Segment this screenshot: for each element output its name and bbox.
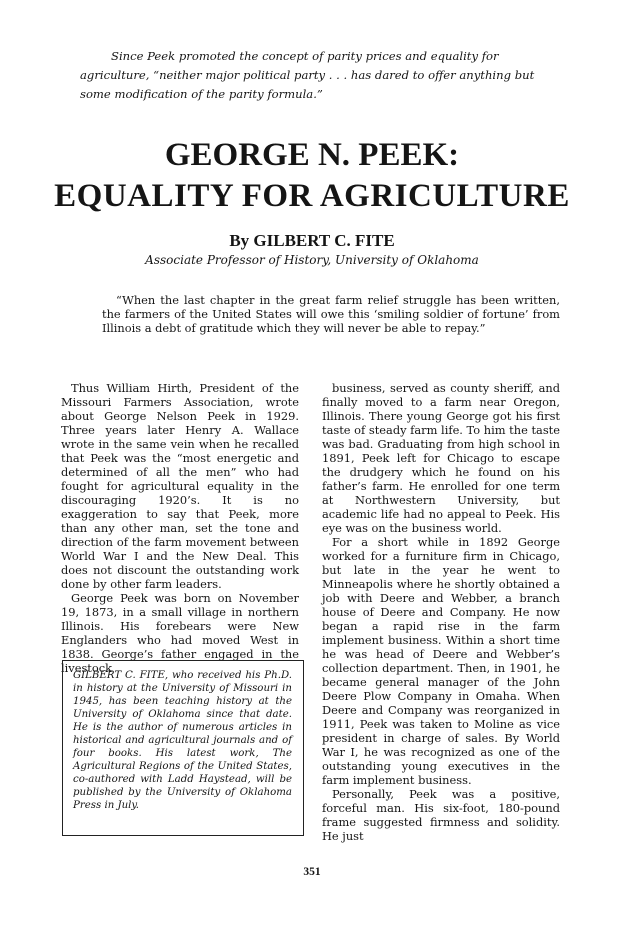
paragraph: For a short while in 1892 George worked for a furniture firm in Chicago, but late in the year he went to Minneapolis where he shortly obtained a job with Deere and Webber, a branch house of Deere and Company. He now began a rapid rise in the farm implement business. Within a short time he was head of Deere and Webber’s collection department. Then, in 1901, he became general manager of the John Deere Plow Company in Omaha. When Deere and Company was reorganized in 1911, Peek was taken to Moline as vice president in charge of sales. By World War I, he was recognized as one of the outstanding young executives in the farm implement business. [322,535,560,787]
page-number: 351 [303,866,321,878]
byline: By GILBERT C. FITE [229,231,395,250]
paragraph: George Peek was born on November 19, 1873, in a small village in northern Illinois. His forebears were New Englanders who had moved West in 1838. George’s father engaged in the livestock [61,591,299,675]
paragraph: business, served as county sheriff, and finally moved to a farm near Oregon, Illinois. There young George got his first taste of steady farm life. To him the taste was bad. Graduating from high school in 1891, Peek left for Chicago to escape the drudgery which he found on his father’s farm. He enrolled for one term at Northwestern University, but academic life had no appeal to Peek. His eye was on the business world. [322,381,560,535]
opening-quote: “When the last chapter in the great farm relief struggle has been written, the farmers of the United States will owe this ‘smiling soldier of fortune’ from Illinois a debt of gratitude which they will never be able to repay.” [102,293,560,335]
left-column [61,381,299,675]
author-affiliation: Associate Professor of History, University of Oklahoma [145,253,479,267]
author-bio-box: GILBERT C. FITE, who received his Ph.D. in history at the University of Missouri in 1945, has been teaching history at the University of Oklahoma since that date. He is the author of numerous articles in historical and agricultural journals and of four books. His latest work, The Agricultural Regions of the United States, co-authored with Ladd Haystead, will be published by the University of Oklahoma Press in July. [62,660,304,836]
title-line-1: GEORGE N. PEEK: [164,137,460,173]
paragraph: Personally, Peek was a positive, forceful man. His six-foot, 180-pound frame suggested firmness and solidity. He just [322,787,560,843]
title-line-2: EQUALITY FOR AGRICULTURE [54,178,570,214]
paragraph: Thus William Hirth, President of the Missouri Farmers Association, wrote about George Nelson Peek in 1929. Three years later Henry A. Wallace wrote in the same vein when he recalled that Peek was the “most energetic and determined of all the men” who had fought for agricultural equality in the discouraging 1920’s. It is no exaggeration to say that Peek, more than any other man, set the tone and direction of the farm movement between World War I and the New Deal. This does not discount the outstanding work done by other farm leaders. [61,381,299,591]
right-column [322,381,560,843]
epigraph: Since Peek promoted the concept of parity prices and equality for agriculture, “neither major political party . . . has dared to offer anything but some modification of the parity formula.” [80,49,535,101]
